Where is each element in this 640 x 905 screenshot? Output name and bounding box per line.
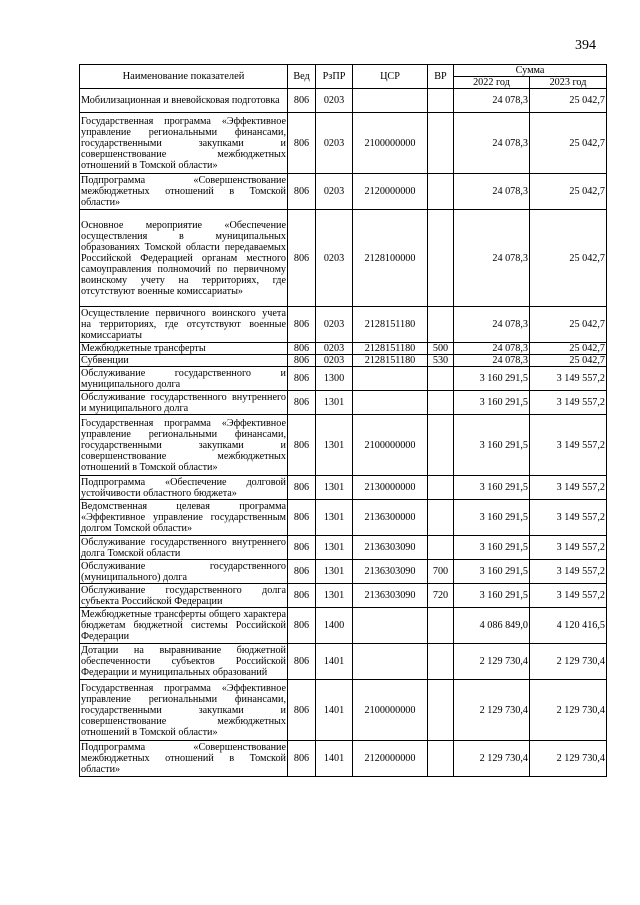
row-sum-2022: 4 086 849,0: [454, 608, 530, 644]
row-ved: 806: [288, 608, 316, 644]
row-rzpr: 0203: [316, 174, 353, 210]
row-sum-2022: 3 160 291,5: [454, 391, 530, 415]
table-row: [80, 680, 607, 741]
row-ved: 806: [288, 584, 316, 608]
row-sum-2023: 25 042,7: [530, 210, 607, 307]
row-rzpr: 1301: [316, 415, 353, 476]
header-rzpr: РзПР: [316, 65, 353, 89]
row-name: Подпрограмма «Совершенствование межбюджетных отношений в Томской области»: [81, 742, 286, 775]
row-sum-2022: 24 078,3: [454, 113, 530, 174]
row-rzpr: 1401: [316, 741, 353, 777]
header-ved: Вед: [288, 65, 316, 89]
row-sum-2023: 25 042,7: [530, 113, 607, 174]
row-sum-2022: 3 160 291,5: [454, 536, 530, 560]
table-row: [80, 536, 607, 560]
row-ved: 806: [288, 113, 316, 174]
row-csr: 2128100000: [353, 210, 428, 307]
header-2023: 2023 год: [530, 77, 607, 89]
table-row: [80, 560, 607, 584]
row-rzpr: 0203: [316, 355, 353, 367]
row-ved: 806: [288, 680, 316, 741]
row-rzpr: 0203: [316, 307, 353, 343]
table-row: [80, 741, 607, 777]
row-name: Ведомственная целевая программа «Эффективное управление государственным долгом Томской области»: [81, 501, 286, 534]
row-sum-2023: 25 042,7: [530, 343, 607, 355]
row-ved: 806: [288, 210, 316, 307]
row-sum-2023: 2 129 730,4: [530, 644, 607, 680]
table-row: [80, 391, 607, 415]
row-rzpr: 1301: [316, 500, 353, 536]
row-name: Межбюджетные трансферты: [80, 343, 288, 355]
header-name: Наименование показателей: [80, 65, 288, 89]
row-name: Осуществление первичного воинского учета на территориях, где отсутствуют военные комиссариаты: [81, 308, 286, 341]
row-name: Обслуживание государственного и муниципального долга: [81, 367, 286, 390]
table-row: [80, 415, 607, 476]
row-sum-2023: 2 129 730,4: [530, 680, 607, 741]
row-vr: 530: [428, 355, 454, 367]
row-name: Государственная программа «Эффективное управление региональными финансами, государственными закупками и совершенствование межбюджетных отношений в Томской области»: [80, 113, 288, 174]
row-csr: [353, 608, 428, 644]
row-ved: 806: [288, 536, 316, 560]
table-row: [80, 367, 607, 391]
row-sum-2022: 3 160 291,5: [454, 584, 530, 608]
table-row: [80, 89, 607, 113]
row-name: Подпрограмма «Обеспечение долговой устойчивости областного бюджета»: [81, 476, 286, 499]
row-rzpr: 1301: [316, 536, 353, 560]
row-vr: [428, 89, 454, 113]
row-sum-2022: 3 160 291,5: [454, 415, 530, 476]
row-ved: 806: [288, 644, 316, 680]
row-sum-2023: 25 042,7: [530, 174, 607, 210]
row-csr: 2120000000: [353, 741, 428, 777]
row-ved: 806: [288, 367, 316, 391]
row-name: Обслуживание государственного внутреннего долга Томской области: [81, 536, 286, 559]
row-name: Субвенции: [80, 355, 288, 367]
row-rzpr: 1400: [316, 608, 353, 644]
header-2022: 2022 год: [454, 77, 530, 89]
table-body: [80, 89, 607, 777]
row-name: Государственная программа «Эффективное управление региональными финансами, государственными закупками и совершенствование межбюджетных отношений в Томской области»: [80, 415, 288, 476]
row-vr: [428, 367, 454, 391]
row-sum-2022: 24 078,3: [454, 355, 530, 367]
table-row: [80, 355, 607, 367]
row-vr: [428, 113, 454, 174]
row-name: Дотации на выравнивание бюджетной обеспеченности субъектов Российской Федерации и муниципальных образований: [81, 645, 286, 678]
row-sum-2022: 3 160 291,5: [454, 560, 530, 584]
row-vr: [428, 536, 454, 560]
row-ved: 806: [288, 174, 316, 210]
row-sum-2023: 3 149 557,2: [530, 584, 607, 608]
row-name: Мобилизационная и вневойсковая подготовка: [80, 89, 288, 113]
row-name: Обслуживание государственного (муниципального) долга: [81, 560, 286, 583]
row-sum-2022: 2 129 730,4: [454, 680, 530, 741]
table-row: [80, 584, 607, 608]
row-csr: [353, 391, 428, 415]
row-name: Межбюджетные трансферты общего характера бюджетам бюджетной системы Российской Федерации: [81, 609, 286, 642]
row-sum-2022: 24 078,3: [454, 89, 530, 113]
row-ved: 806: [288, 500, 316, 536]
row-csr: 2136300000: [353, 500, 428, 536]
row-rzpr: 1301: [316, 391, 353, 415]
row-sum-2023: 3 149 557,2: [530, 536, 607, 560]
row-vr: [428, 415, 454, 476]
row-sum-2023: 3 149 557,2: [530, 560, 607, 584]
row-sum-2022: 24 078,3: [454, 343, 530, 355]
row-name: Подпрограмма «Совершенствование межбюджетных отношений в Томской области»: [81, 175, 286, 208]
row-name: Обслуживание государственного долга субъекта Российской Федерации: [81, 584, 286, 607]
row-csr: 2128151180: [353, 343, 428, 355]
row-rzpr: 1301: [316, 584, 353, 608]
row-sum-2022: 24 078,3: [454, 174, 530, 210]
row-sum-2023: 3 149 557,2: [530, 476, 607, 500]
row-sum-2022: 2 129 730,4: [454, 644, 530, 680]
row-ved: 806: [288, 307, 316, 343]
row-vr: 700: [428, 560, 454, 584]
row-rzpr: 0203: [316, 210, 353, 307]
row-ved: 806: [288, 355, 316, 367]
row-csr: [353, 89, 428, 113]
row-vr: [428, 307, 454, 343]
row-csr: [353, 367, 428, 391]
row-vr: [428, 391, 454, 415]
row-sum-2023: 3 149 557,2: [530, 367, 607, 391]
row-rzpr: 1301: [316, 560, 353, 584]
row-sum-2023: 3 149 557,2: [530, 500, 607, 536]
row-vr: [428, 500, 454, 536]
row-vr: [428, 476, 454, 500]
header-csr: ЦСР: [353, 65, 428, 89]
row-csr: 2130000000: [353, 476, 428, 500]
row-ved: 806: [288, 89, 316, 113]
row-sum-2023: 3 149 557,2: [530, 415, 607, 476]
row-csr: 2128151180: [353, 355, 428, 367]
row-ved: 806: [288, 476, 316, 500]
row-vr: 720: [428, 584, 454, 608]
row-csr: 2100000000: [353, 415, 428, 476]
row-csr: 2136303090: [353, 536, 428, 560]
table-row: [80, 210, 607, 307]
row-sum-2022: 3 160 291,5: [454, 500, 530, 536]
row-csr: 2120000000: [353, 174, 428, 210]
row-ved: 806: [288, 391, 316, 415]
row-sum-2022: 2 129 730,4: [454, 741, 530, 777]
header-vr: ВР: [428, 65, 454, 89]
row-rzpr: 0203: [316, 343, 353, 355]
row-rzpr: 1401: [316, 644, 353, 680]
row-csr: 2128151180: [353, 307, 428, 343]
row-ved: 806: [288, 560, 316, 584]
table-row: [80, 608, 607, 644]
row-sum-2023: 2 129 730,4: [530, 741, 607, 777]
row-rzpr: 1401: [316, 680, 353, 741]
row-csr: 2136303090: [353, 584, 428, 608]
row-csr: 2100000000: [353, 680, 428, 741]
row-sum-2023: 25 042,7: [530, 355, 607, 367]
row-vr: [428, 680, 454, 741]
row-ved: 806: [288, 415, 316, 476]
table-row: [80, 476, 607, 500]
row-rzpr: 0203: [316, 113, 353, 174]
table-row: [80, 174, 607, 210]
row-rzpr: 1301: [316, 476, 353, 500]
row-sum-2023: 3 149 557,2: [530, 391, 607, 415]
table-row: [80, 343, 607, 355]
row-sum-2022: 3 160 291,5: [454, 476, 530, 500]
row-sum-2023: 4 120 416,5: [530, 608, 607, 644]
row-csr: 2136303090: [353, 560, 428, 584]
row-name: Обслуживание государственного внутреннего и муниципального долга: [81, 391, 286, 414]
row-name: Государственная программа «Эффективное управление региональными финансами, государственными закупками и совершенствование межбюджетных отношений в Томской области»: [80, 680, 288, 741]
row-vr: [428, 644, 454, 680]
budget-table: [79, 64, 607, 777]
table-row: [80, 644, 607, 680]
table-row: [80, 500, 607, 536]
row-vr: [428, 210, 454, 307]
row-sum-2023: 25 042,7: [530, 89, 607, 113]
row-sum-2022: 3 160 291,5: [454, 367, 530, 391]
row-csr: 2100000000: [353, 113, 428, 174]
row-rzpr: 1300: [316, 367, 353, 391]
row-sum-2023: 25 042,7: [530, 307, 607, 343]
row-vr: [428, 174, 454, 210]
row-csr: [353, 644, 428, 680]
row-vr: 500: [428, 343, 454, 355]
row-ved: 806: [288, 741, 316, 777]
table-row: [80, 113, 607, 174]
page-number: 394: [575, 38, 596, 53]
table-row: [80, 307, 607, 343]
header-sum: Сумма: [454, 65, 607, 77]
row-sum-2022: 24 078,3: [454, 307, 530, 343]
row-vr: [428, 741, 454, 777]
row-sum-2022: 24 078,3: [454, 210, 530, 307]
row-rzpr: 0203: [316, 89, 353, 113]
row-ved: 806: [288, 343, 316, 355]
row-vr: [428, 608, 454, 644]
row-name: Основное мероприятие «Обеспечение осуществления в муниципальных образованиях Томской области передаваемых Российской Федерацией органам местного самоуправления полномочий по первичному воинскому учету на территориях, где отсутствуют военные комиссариаты»: [80, 210, 288, 307]
